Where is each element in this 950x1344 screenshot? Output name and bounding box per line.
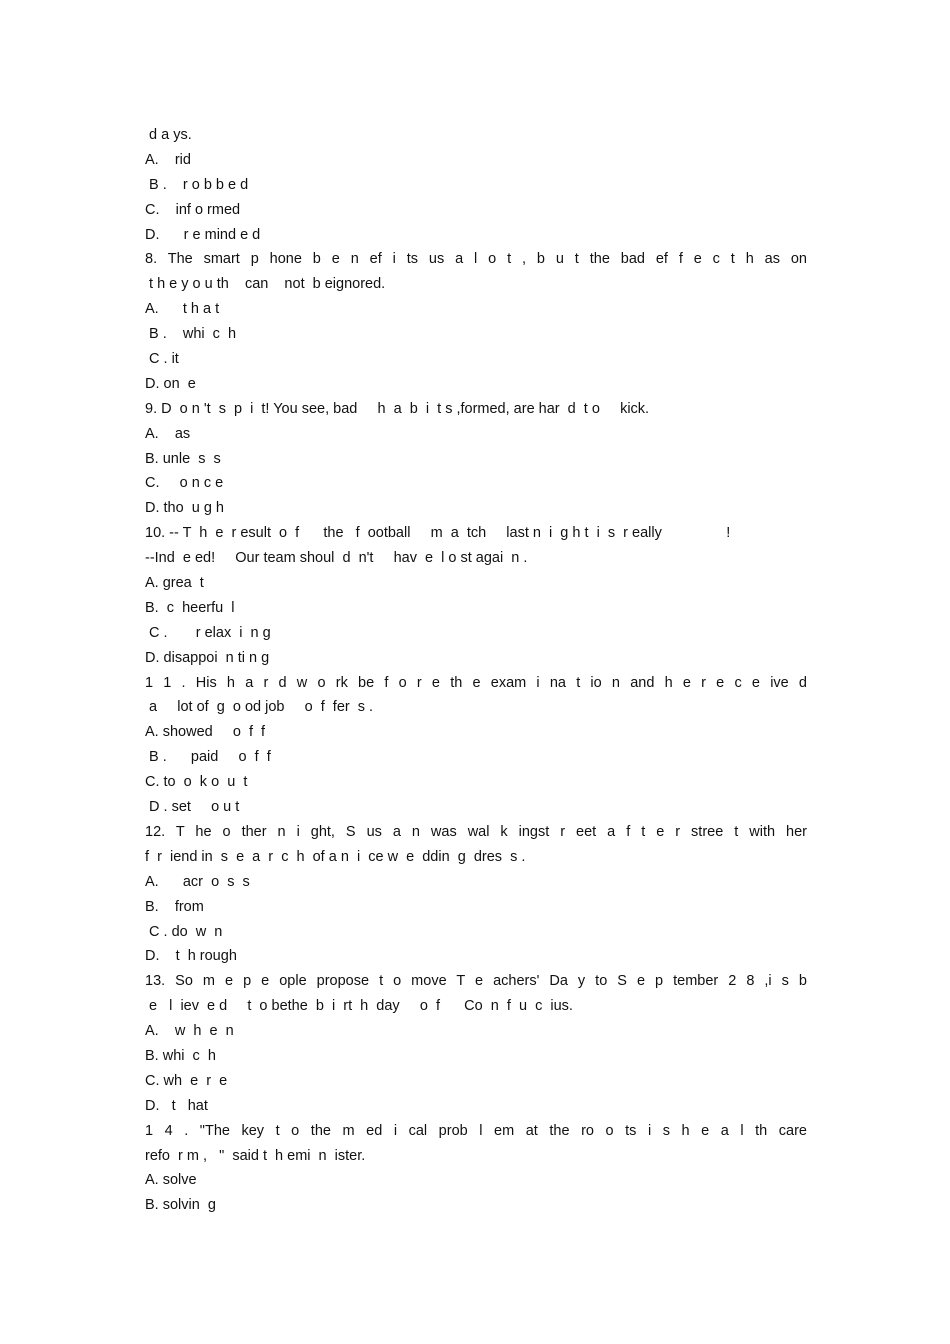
text-line: C. inf o rmed	[145, 201, 241, 218]
text-line: D. disappoi n ti n g	[145, 649, 270, 666]
text-line: C. o n c e	[145, 475, 224, 492]
text-line: B . paid o f f	[145, 749, 271, 766]
text-line: 8. The smart p hone b e n ef i ts us a l o t , b u t the bad ef f e c t h as on	[145, 251, 807, 268]
text-line: B. from	[145, 898, 204, 915]
text-line: B. unle s s	[145, 450, 221, 467]
text-line: refo r m , " said t h emi n ister.	[145, 1147, 366, 1164]
text-line: D. r e mind e d	[145, 226, 261, 243]
text-line: a lot of g o od job o f fer s .	[145, 699, 374, 716]
text-line: B . whi c h	[145, 326, 237, 343]
text-line: A. showed o f f	[145, 724, 266, 741]
text-line: A. rid	[145, 151, 191, 168]
text-line: C . r elax i n g	[145, 624, 271, 641]
text-line: B . r o b b e d	[145, 176, 249, 193]
text-line: A. t h a t	[145, 301, 220, 318]
text-line: A. acr o s s	[145, 873, 250, 890]
text-line: A. w h e n	[145, 1023, 234, 1040]
text-line: A. grea t	[145, 575, 204, 592]
text-line: C. to o k o u t	[145, 774, 248, 791]
text-line: C. wh e r e	[145, 1072, 228, 1089]
text-line: 1 1 . His h a r d w o rk be f o r e th e exam i na t io n and h e r e c e ive d	[145, 674, 807, 691]
text-line: D. on e	[145, 375, 196, 392]
text-line: C . do w n	[145, 923, 223, 940]
text-line: B. whi c h	[145, 1047, 216, 1064]
text-line: B. solvin g	[145, 1197, 216, 1214]
text-line: B. c heerfu l	[145, 599, 235, 616]
text-line: C . it	[145, 351, 179, 368]
text-line: 9. D o n 't s p i t! You see, bad h a b i t s ,formed, are har d t o kick.	[145, 400, 650, 417]
text-line: e l iev e d t o bethe b i rt h day o f Co n f u c ius.	[145, 998, 573, 1015]
text-line: 10. -- T h e r esult o f the f ootball m a tch last n i g h t i s r eally !	[145, 525, 731, 542]
text-line: d a ys.	[145, 127, 192, 143]
text-line: --Ind e ed! Our team shoul d n't hav e l o st agai n .	[145, 550, 528, 567]
text-line: A. as	[145, 425, 191, 442]
text-line: 12. T he o ther n i ght, S us a n was wal k ingst r eet a f t e r stree t with her	[145, 823, 807, 840]
text-line: t h e y o u th can not b eignored.	[145, 276, 386, 293]
text-line: 1 4 . "The key t o the m ed i cal prob l em at the ro o ts i s h e a l th care	[145, 1122, 807, 1139]
text-line: f r iend in s e a r c h of a n i ce w e ddin g dres s .	[145, 848, 526, 865]
text-line: D. t hat	[145, 1097, 208, 1114]
text-line: D. tho u g h	[145, 500, 224, 517]
text-line: D . set o u t	[145, 799, 240, 816]
text-line: 13. So m e p e ople propose t o move T e achers' Da y to S e p tember 2 8 ,i s b	[145, 973, 807, 990]
document-body	[145, 123, 807, 1218]
text-line: A. solve	[145, 1172, 197, 1189]
text-line: D. t h rough	[145, 948, 237, 965]
